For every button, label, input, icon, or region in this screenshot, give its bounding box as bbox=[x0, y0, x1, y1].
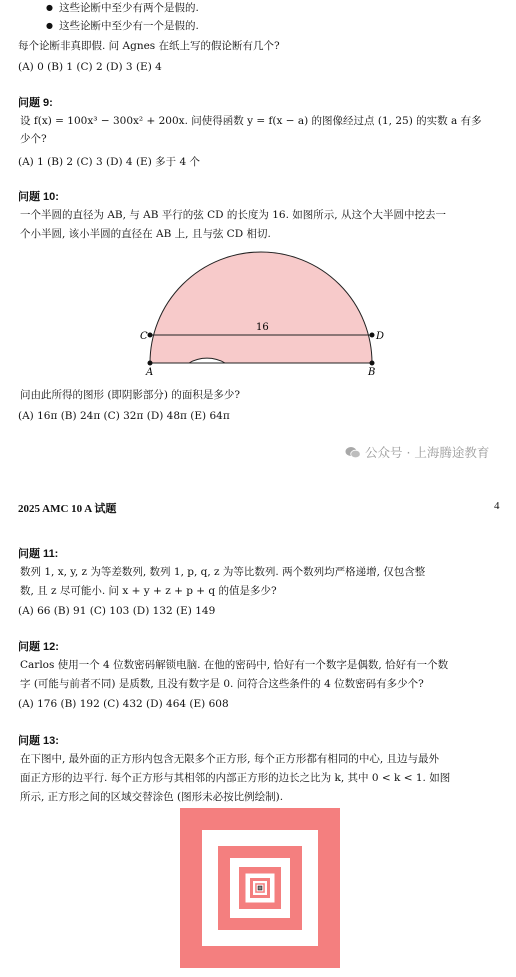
point-d bbox=[370, 333, 375, 338]
chord-length-label: 16 bbox=[256, 322, 269, 333]
q9-title: 问题 9: bbox=[18, 97, 53, 109]
q8-choices: (A) 0 (B) 1 (C) 2 (D) 3 (E) 4 bbox=[18, 61, 162, 73]
point-a bbox=[148, 361, 153, 366]
label-b: B bbox=[368, 367, 376, 378]
q8-bullet-1: ● 这些论断中至少有两个是假的. bbox=[46, 0, 199, 17]
q13-line-1: 在下图中, 最外面的正方形内包含无限多个正方形, 每个正方形都有相同的中心, 且边与最外 bbox=[20, 753, 440, 765]
point-c bbox=[148, 333, 153, 338]
q11-line-2: 数, 且 z 尽可能小. 问 x + y + z + p + q 的值是多少? bbox=[20, 585, 277, 597]
q11-title: 问题 11: bbox=[18, 548, 59, 560]
q12-line-1: Carlos 使用一个 4 位数密码解锁电脑. 在他的密码中, 恰好有一个数字是偶数, 恰好有一个数 bbox=[20, 659, 449, 671]
q9-choices: (A) 1 (B) 2 (C) 3 (D) 4 (E) 多于 4 个 bbox=[18, 156, 200, 168]
q11-choices: (A) 66 (B) 91 (C) 103 (D) 132 (E) 149 bbox=[18, 605, 216, 617]
q9-line-2: 少个? bbox=[20, 133, 47, 145]
q12-choices: (A) 176 (B) 192 (C) 432 (D) 464 (E) 608 bbox=[18, 698, 229, 710]
point-b bbox=[370, 361, 375, 366]
q13-title: 问题 13: bbox=[18, 735, 59, 747]
shaded-region bbox=[150, 252, 372, 363]
square-12 bbox=[259, 887, 262, 890]
watermark-text: 公众号 · 上海腾途教育 bbox=[365, 445, 490, 460]
q11-line-1: 数列 1, x, y, z 为等差数列, 数列 1, p, q, z 为等比数列. 两个数列均严格递增, 仅包含整 bbox=[20, 566, 426, 578]
q13-line-2: 面正方形的边平行. 每个正方形与其相邻的内部正方形的边长之比为 k, 其中 0 < k < 1. 如图 bbox=[20, 772, 451, 784]
q12-title: 问题 12: bbox=[18, 641, 59, 653]
q8-bullet-2: ● 这些论断中至少有一个是假的. bbox=[46, 18, 199, 35]
label-c: C bbox=[140, 331, 148, 342]
nested-squares-figure bbox=[180, 808, 340, 968]
q10-question: 问由此所得的图形 (即阴影部分) 的面积是多少? bbox=[20, 389, 240, 401]
q9-line-1: 设 f(x) = 100x³ − 300x² + 200x. 问使得函数 y = f(x − a) 的图像经过点 (1, 25) 的实数 a 有多 bbox=[20, 115, 482, 127]
label-d: D bbox=[376, 331, 385, 342]
semicircle-figure bbox=[130, 240, 400, 380]
q13-line-3: 所示, 正方形之间的区域交替涂色 (图形未必按比例绘制). bbox=[20, 791, 284, 803]
q10-line-1: 一个半圆的直径为 AB, 与 AB 平行的弦 CD 的长度为 16. 如图所示, 从这个大半圆中挖去一 bbox=[20, 209, 446, 221]
wechat-watermark bbox=[345, 443, 489, 461]
page-number: 4 bbox=[494, 500, 500, 512]
q12-line-2: 字 (可能与前者不同) 是质数, 且没有数字是 0. 问符合这些条件的 4 位数密码有多少个? bbox=[20, 678, 424, 690]
q8-question: 每个论断非真即假. 问 Agnes 在纸上写的假论断有几个? bbox=[18, 40, 280, 52]
wechat-icon bbox=[345, 446, 361, 459]
q10-line-2: 个小半圆, 该小半圆的直径在 AB 上, 且与弦 CD 相切. bbox=[20, 228, 271, 240]
q10-title: 问题 10: bbox=[18, 191, 59, 203]
label-a: A bbox=[146, 367, 154, 378]
page-header-title: 2025 AMC 10 A 试题 bbox=[18, 503, 117, 515]
q10-choices: (A) 16π (B) 24π (C) 32π (D) 48π (E) 64π bbox=[18, 410, 230, 422]
